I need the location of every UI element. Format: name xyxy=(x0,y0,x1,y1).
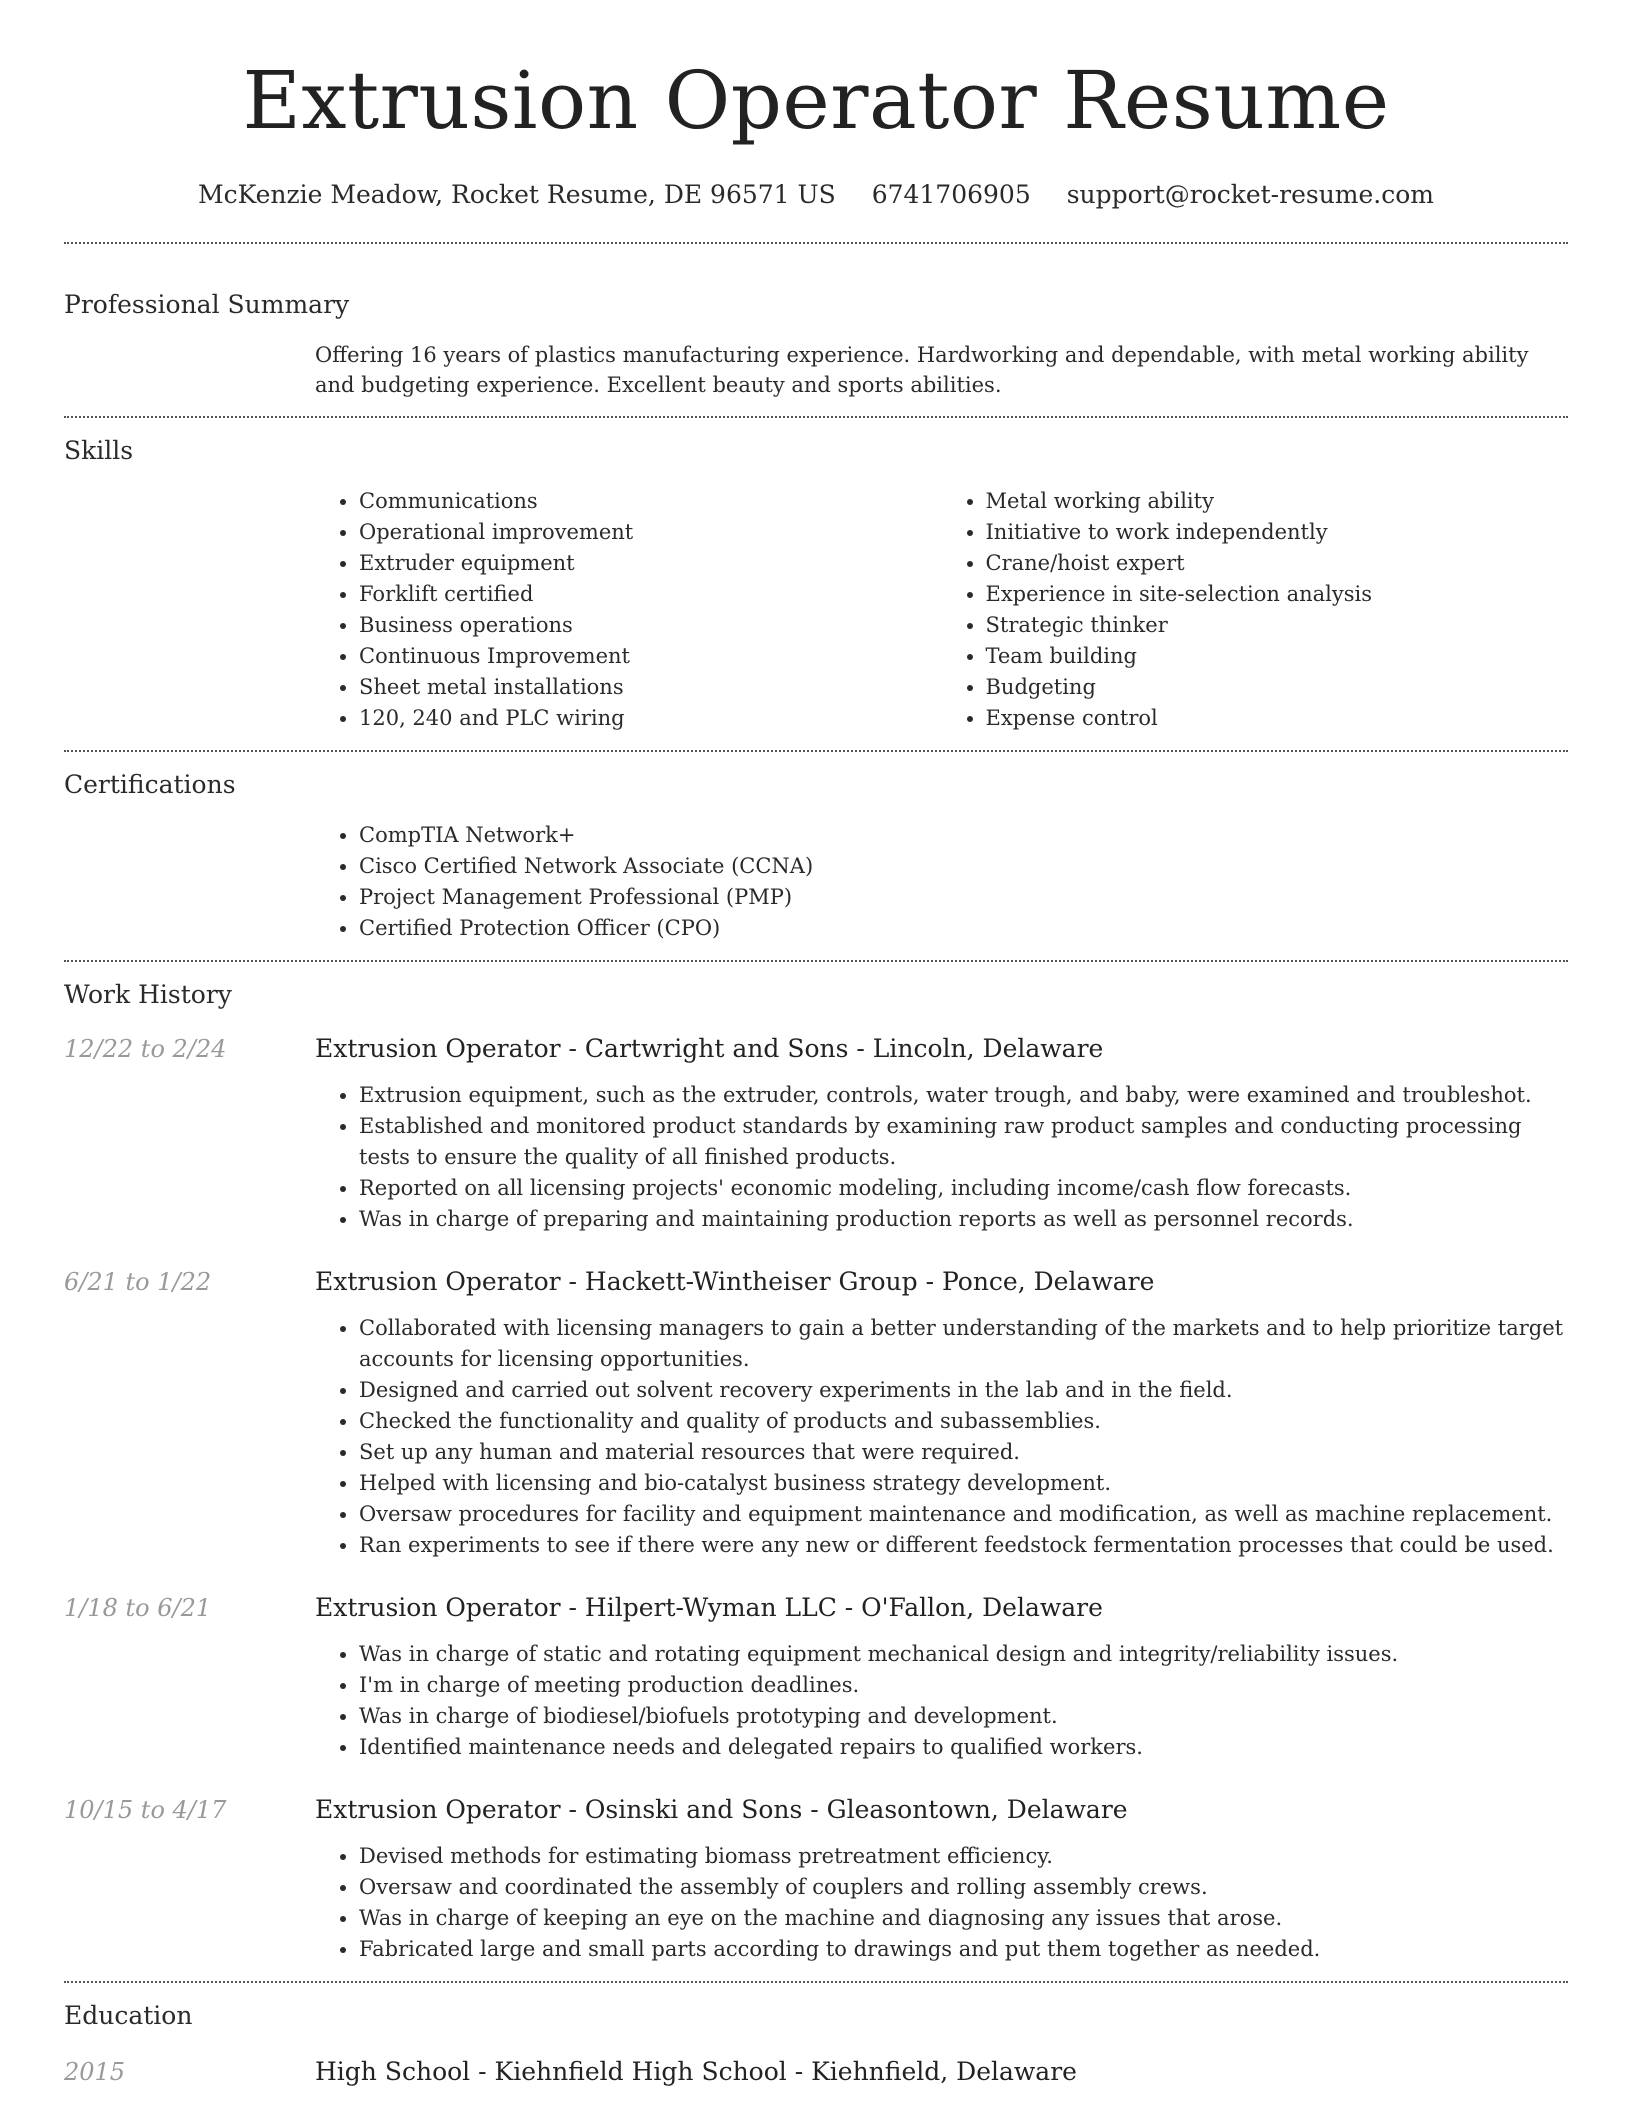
skill-item: • Initiative to work independently xyxy=(986,517,1569,548)
job-entry xyxy=(64,1591,1568,1763)
job-bullet: • Was in charge of static and rotating equipment mechanical design and integrity/reliability issues. xyxy=(359,1639,1568,1670)
job-title: Extrusion Operator - Hilpert-Wyman LLC - O'Fallon, Delaware xyxy=(315,1593,1103,1622)
job-entry xyxy=(64,1793,1568,1965)
work-history-heading: Work History xyxy=(64,980,232,1009)
job-dates: 10/15 to 4/17 xyxy=(64,1796,227,1824)
job-bullet: • Set up any human and material resources that were required. xyxy=(359,1437,1568,1468)
job-bullet: • Extrusion equipment, such as the extruder, controls, water trough, and baby, were examined and troubleshot. xyxy=(359,1080,1568,1111)
certifications-list xyxy=(315,820,1568,944)
summary-section xyxy=(64,244,1568,400)
education-title: High School - Kiehnfield High School - Kiehnfield, Delaware xyxy=(315,2057,1077,2086)
job-title: Extrusion Operator - Osinski and Sons - Gleasontown, Delaware xyxy=(315,1795,1128,1824)
job-bullet: • Established and monitored product standards by examining raw product samples and conducting processing tests to ensure the quality of all finished products. xyxy=(359,1111,1568,1173)
job-bullet: • Collaborated with licensing managers to gain a better understanding of the markets and to help prioritize target accounts for licensing opportunities. xyxy=(359,1313,1568,1375)
job-bullets xyxy=(315,1313,1568,1561)
job-bullet: • Was in charge of preparing and maintaining production reports as well as personnel records. xyxy=(359,1204,1568,1235)
job-bullet: • Was in charge of keeping an eye on the machine and diagnosing any issues that arose. xyxy=(359,1903,1568,1934)
education-section xyxy=(64,1983,1568,2089)
skill-item: • Continuous Improvement xyxy=(359,641,942,672)
skill-item: • Communications xyxy=(359,486,942,517)
job-bullet: • Oversaw and coordinated the assembly of couplers and rolling assembly crews. xyxy=(359,1872,1568,1903)
job-entry xyxy=(64,1265,1568,1561)
job-bullets xyxy=(315,1639,1568,1763)
contact-email[interactable]: support@rocket-resume.com xyxy=(1066,180,1435,209)
job-dates: 1/18 to 6/21 xyxy=(64,1594,212,1622)
education-dates: 2015 xyxy=(64,2058,126,2086)
skills-grid xyxy=(315,486,1568,734)
certifications-block xyxy=(315,820,1568,944)
skills-heading: Skills xyxy=(64,436,134,465)
resume-title: Extrusion Operator Resume xyxy=(242,54,1390,147)
job-body xyxy=(315,1591,1568,1763)
job-bullet: • Oversaw procedures for facility and equipment maintenance and modification, as well as machine replacement. xyxy=(359,1499,1568,1530)
certification-item: • Certified Protection Officer (CPO) xyxy=(359,913,1568,944)
certifications-heading: Certifications xyxy=(64,770,236,799)
job-bullet: • Fabricated large and small parts according to drawings and put them together as needed. xyxy=(359,1934,1568,1965)
job-dates: 12/22 to 2/24 xyxy=(64,1035,227,1063)
skill-item: • Metal working ability xyxy=(986,486,1569,517)
skill-item: • Sheet metal installations xyxy=(359,672,942,703)
skills-list-left xyxy=(315,486,942,734)
job-bullet: • Identified maintenance needs and delegated repairs to qualified workers. xyxy=(359,1732,1568,1763)
job-bullet: • Helped with licensing and bio-catalyst business strategy development. xyxy=(359,1468,1568,1499)
job-bullet: • Checked the functionality and quality of products and subassemblies. xyxy=(359,1406,1568,1437)
job-body xyxy=(315,1793,1568,1965)
job-bullet: • Devised methods for estimating biomass pretreatment efficiency. xyxy=(359,1841,1568,1872)
skill-item: • 120, 240 and PLC wiring xyxy=(359,703,942,734)
certifications-section xyxy=(64,752,1568,944)
skill-item: • Budgeting xyxy=(986,672,1569,703)
certification-item: • CompTIA Network+ xyxy=(359,820,1568,851)
skill-item: • Expense control xyxy=(986,703,1569,734)
education-entry xyxy=(64,2055,1568,2089)
contact-phone: 6741706905 xyxy=(871,180,1031,209)
skill-item: • Team building xyxy=(986,641,1569,672)
job-body xyxy=(315,1265,1568,1561)
summary-heading: Professional Summary xyxy=(64,290,350,319)
job-bullet: • Ran experiments to see if there were any new or different feedstock fermentation processes that could be used. xyxy=(359,1530,1568,1561)
skill-item: • Extruder equipment xyxy=(359,548,942,579)
job-bullet: • Reported on all licensing projects' economic modeling, including income/cash flow forecasts. xyxy=(359,1173,1568,1204)
skills-list-right xyxy=(942,486,1569,734)
job-title: Extrusion Operator - Hackett-Wintheiser Group - Ponce, Delaware xyxy=(315,1267,1155,1296)
summary-text: Offering 16 years of plastics manufacturing experience. Hardworking and dependable, with metal working ability and budgeting experience. Excellent beauty and sports abilities. xyxy=(315,343,1529,397)
education-heading: Education xyxy=(64,2001,193,2030)
certification-item: • Cisco Certified Network Associate (CCNA) xyxy=(359,851,1568,882)
job-entry xyxy=(64,1032,1568,1235)
education-body xyxy=(315,2055,1568,2089)
skill-item: • Strategic thinker xyxy=(986,610,1569,641)
contact-line xyxy=(64,178,1568,212)
job-bullet: • Designed and carried out solvent recovery experiments in the lab and in the field. xyxy=(359,1375,1568,1406)
work-history-section xyxy=(64,962,1568,1965)
skill-item: • Experience in site-selection analysis xyxy=(986,579,1569,610)
job-body xyxy=(315,1032,1568,1235)
skills-section xyxy=(64,418,1568,734)
skill-item: • Forklift certified xyxy=(359,579,942,610)
job-dates: 6/21 to 1/22 xyxy=(64,1268,212,1296)
certification-item: • Project Management Professional (PMP) xyxy=(359,882,1568,913)
job-bullet: • Was in charge of biodiesel/biofuels prototyping and development. xyxy=(359,1701,1568,1732)
skill-item: • Crane/hoist expert xyxy=(986,548,1569,579)
job-title: Extrusion Operator - Cartwright and Sons - Lincoln, Delaware xyxy=(315,1034,1104,1063)
job-bullet: • I'm in charge of meeting production deadlines. xyxy=(359,1670,1568,1701)
job-bullets xyxy=(315,1841,1568,1965)
skill-item: • Operational improvement xyxy=(359,517,942,548)
job-bullets xyxy=(315,1080,1568,1235)
skill-item: • Business operations xyxy=(359,610,942,641)
contact-address: McKenzie Meadow, Rocket Resume, DE 96571 US xyxy=(197,180,836,209)
